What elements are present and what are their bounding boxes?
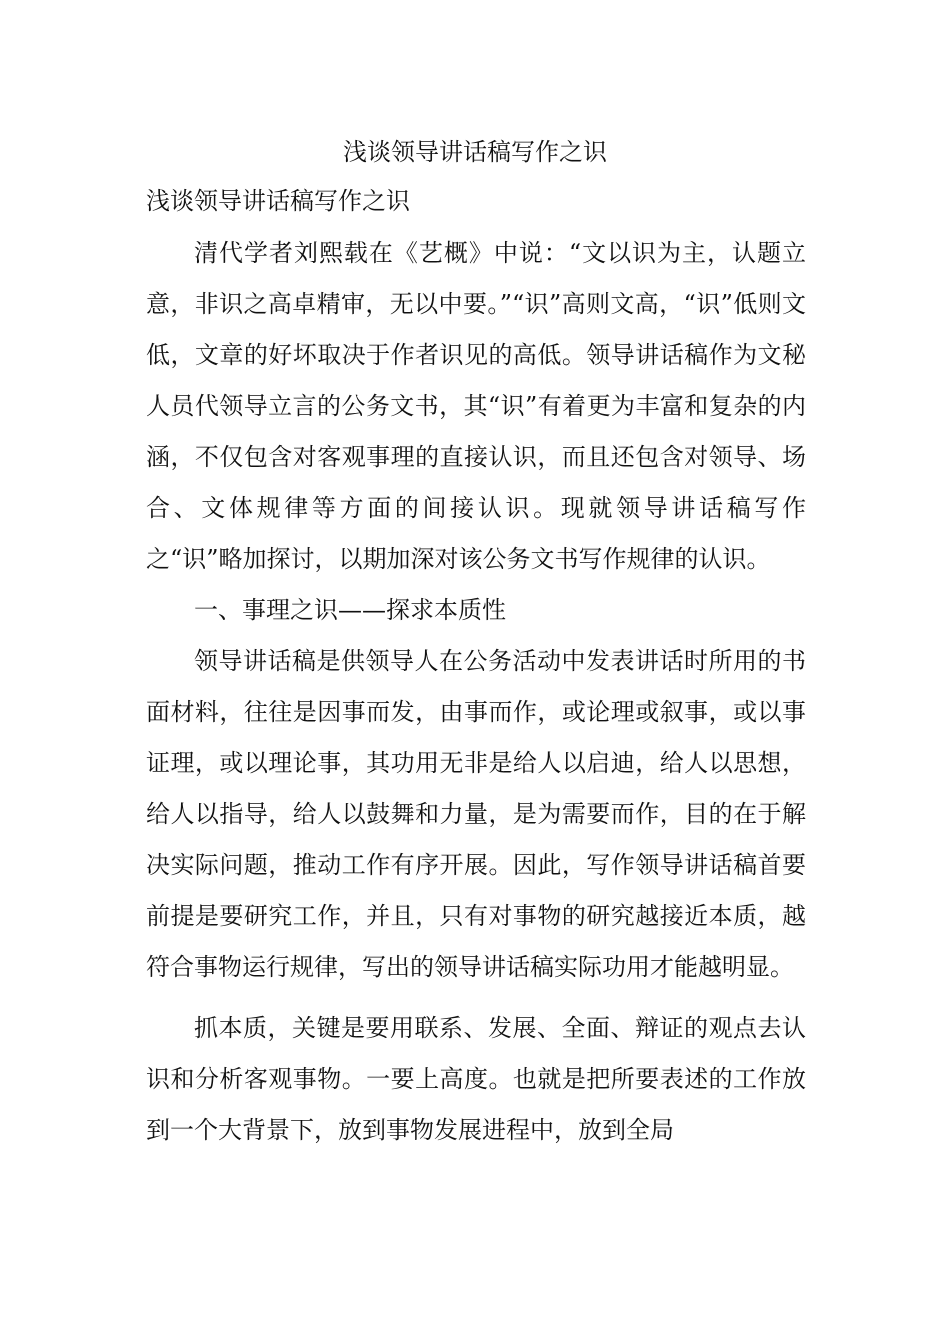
document-title: 浅谈领导讲话稿写作之识: [343, 138, 607, 166]
section-heading: 一、事理之识——探求本质性: [194, 596, 506, 624]
paragraph-intro: 清代学者刘熙载在《艺概》中说：“文以识为主，认题立意，非识之高卓精审，无以中要。”“识”高则文高，“识”低则文低，文章的好坏取决于作者识见的高低。领导讲话稿作为文秘人员代领导立言的公务文书，其“识”有着更为丰富和复杂的内涵，不仅包含对客观事理的直接认识，而且还包含对领导、场合、文体规律等方面的间接认识。现就领导讲话稿写作之“识”略加探讨，以期加深对该公务文书写作规律的认识。: [146, 239, 806, 573]
paragraph-body-1: 领导讲话稿是供领导人在公务活动中发表讲话时所用的书面材料，往往是因事而发，由事而作，或论理或叙事，或以事证理，或以理论事，其功用无非是给人以启迪，给人以思想，给人以指导，给人以鼓舞和力量，是为需要而作，目的在于解决实际问题，推动工作有序开展。因此，写作领导讲话稿首要前提是要研究工作，并且，只有对事物的研究越接近本质，越符合事物运行规律，写出的领导讲话稿实际功用才能越明显。: [146, 647, 806, 981]
document-body: [146, 228, 806, 1156]
document-subtitle: 浅谈领导讲话稿写作之识: [146, 187, 410, 215]
paragraph-body-2: 抓本质，关键是要用联系、发展、全面、辩证的观点去认识和分析客观事物。一要上高度。也就是把所要表述的工作放到一个大背景下，放到事物发展进程中，放到全局: [146, 1014, 806, 1144]
